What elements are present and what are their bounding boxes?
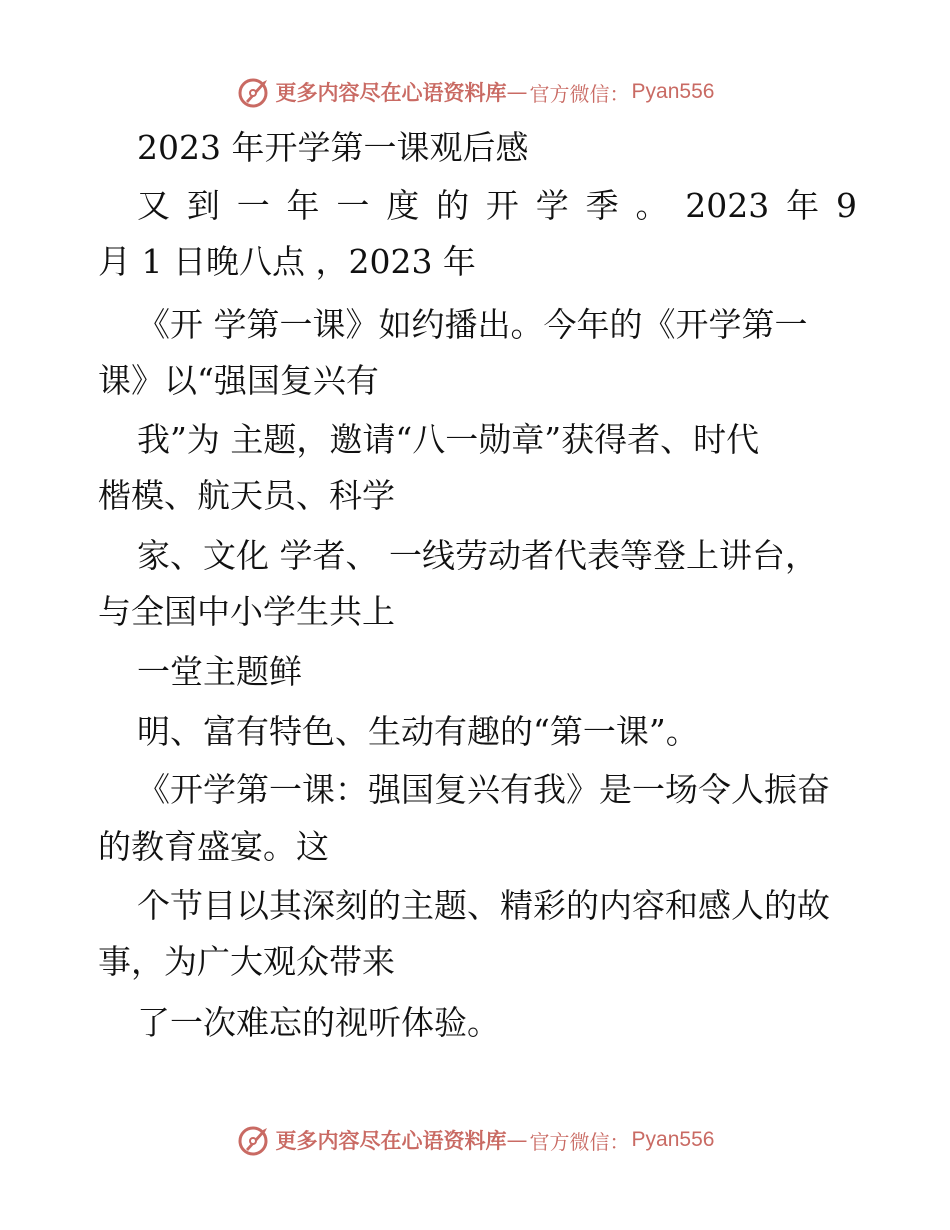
line-char: 又 [137,186,170,225]
line-char: 2023 [685,186,770,225]
paragraph-line: 个节目以其深刻的主题、精彩的内容和感人的故 [137,886,830,925]
document-title: 2023 年开学第一课观后感 [137,128,529,167]
paragraph-line: 家、文化 学者、 一线劳动者代表等登上讲台， [137,536,818,575]
line-char: 度 [386,186,420,225]
paragraph-line: 明、富有特色、生动有趣的“第一课”。 [137,712,699,751]
line-char: 开 [485,186,519,225]
paragraph-line: 的教育盛宴。这 [98,827,329,866]
paragraph-line: 与全国中小学生共上 [98,592,395,631]
footer-watermark [0,1118,950,1162]
quill-pen-logo-icon [236,74,272,110]
paragraph-line: 课》以“强国复兴有 [98,361,379,400]
line-char: 到 [186,186,220,225]
watermark-account: Pyan556 [631,1128,715,1151]
line-char: 一 [336,186,370,225]
line-char: 季 [585,186,619,225]
watermark-label: 官方微信： [529,81,630,106]
paragraph-line: 事，为广大观众带来 [98,942,395,981]
paragraph-line: 《开学第一课：强国复兴有我》是一场令人振奋 [137,770,830,809]
line-char: 一 [236,186,270,225]
quill-pen-logo-icon [236,1122,272,1158]
line-char: 学 [535,186,569,225]
line-char: 9 [835,186,857,225]
watermark-account: Pyan556 [631,80,715,103]
watermark-text: 更多内容尽在心语资料库 [275,81,507,105]
paragraph-line: 一堂主题鲜 [137,652,302,691]
paragraph-line: 月 1 日晚八点 ，2023 年 [98,242,476,281]
paragraph-line-spread [137,186,857,226]
header-watermark [0,70,950,114]
paragraph-line: 了一次难忘的视听体验。 [137,1003,500,1042]
watermark-dash: — [506,80,528,104]
line-char: 年 [786,186,820,225]
watermark-label: 官方微信： [529,1129,630,1154]
paragraph-line: 楷模、航天员、科学 [98,476,395,515]
line-char: 年 [286,186,320,225]
watermark-dash: — [506,1128,528,1152]
paragraph-line: 《开 学第一课》如约播出。今年的《开学第一 [137,305,808,344]
watermark-text: 更多内容尽在心语资料库 [275,1129,507,1153]
line-char: 的 [436,186,470,225]
line-char: 。 [635,186,669,225]
paragraph-line: 我”为 主题，邀请“八一勋章”获得者、时代 [137,420,760,459]
